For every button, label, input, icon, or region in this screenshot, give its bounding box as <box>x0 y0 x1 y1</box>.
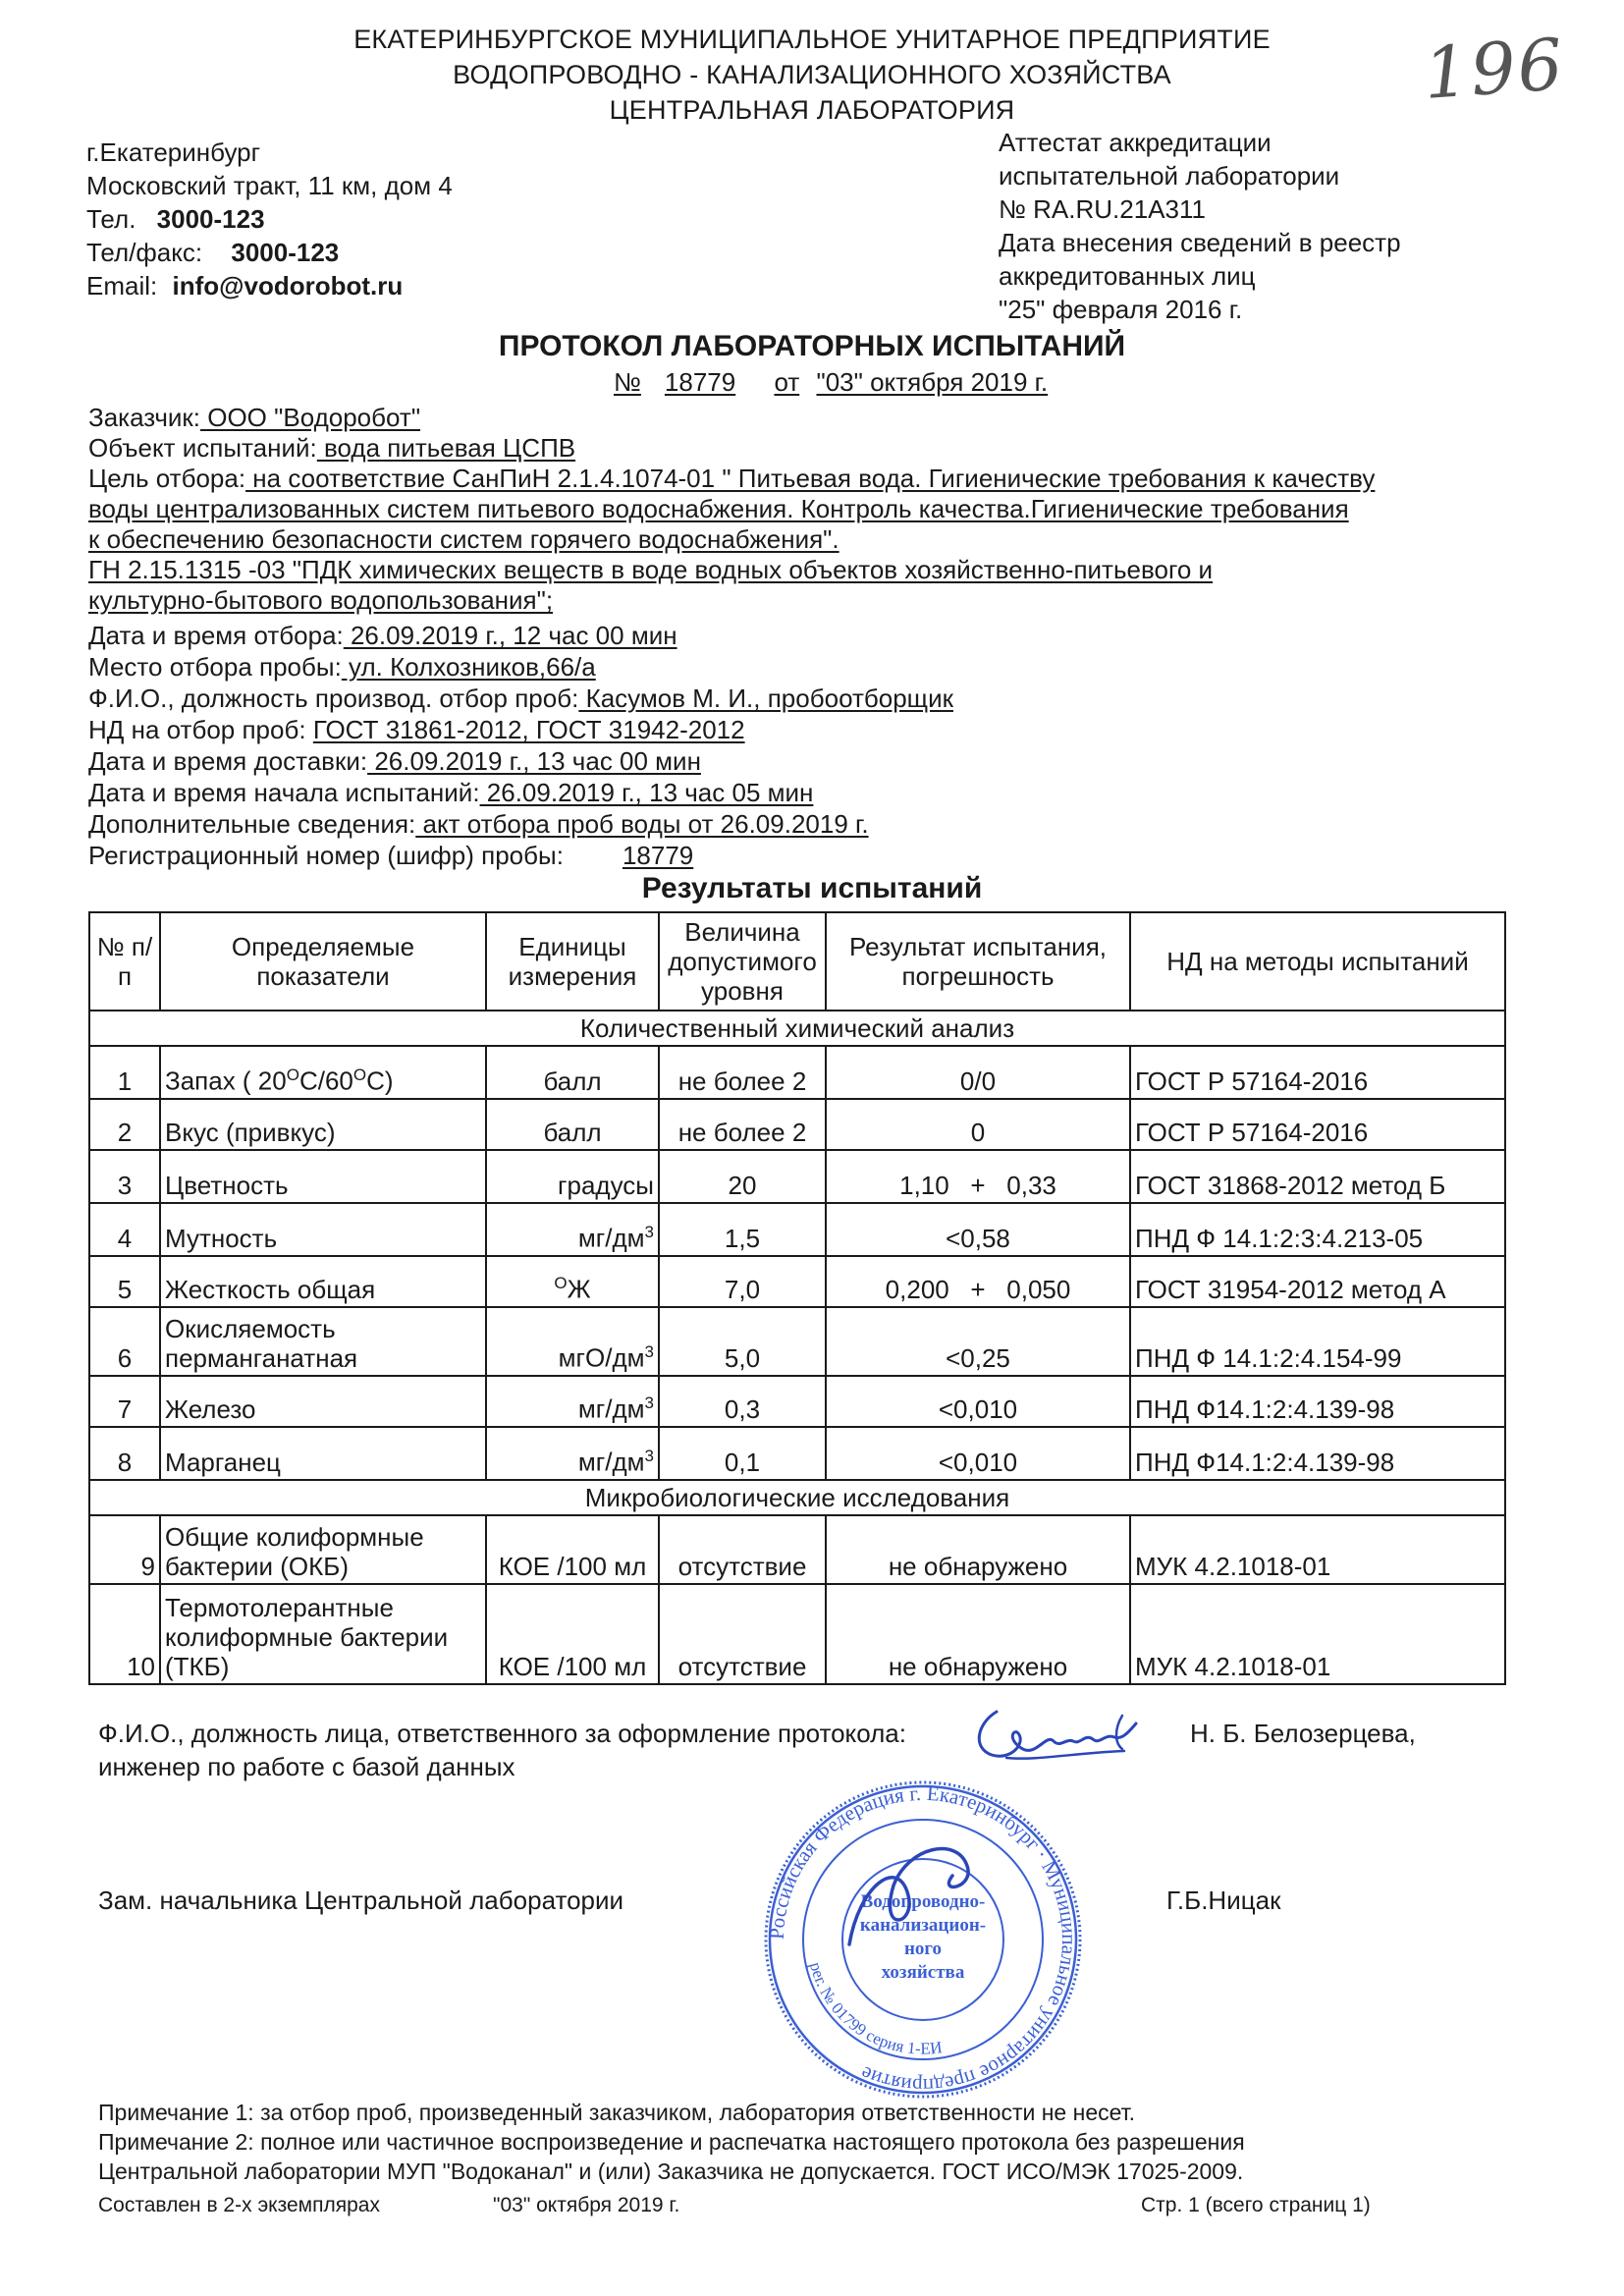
email-label: Email: <box>86 271 158 301</box>
row-limit: 20 <box>659 1150 826 1203</box>
table-row <box>89 1150 1505 1203</box>
fax-label: Тел/факс: <box>86 238 203 267</box>
object-line <box>88 431 575 465</box>
protocol-number: 18779 <box>664 367 736 397</box>
section-chemical: Количественный химический анализ <box>89 1011 1505 1046</box>
stamp-inner-line1: Водопроводно- <box>860 1891 986 1912</box>
note-2-line1: Примечание 2: полное или частичное воспроизведение и распечатка настоящего протокола без разрешения <box>98 2129 1245 2155</box>
row-num: 7 <box>89 1376 160 1427</box>
protocol-title: ПРОТОКОЛ ЛАБОРАТОРНЫХ ИСПЫТАНИЙ <box>498 330 1126 362</box>
row-param: Мутность <box>160 1203 486 1256</box>
row-param: Цветность <box>160 1150 486 1203</box>
row-unit: $^О$Ж <box>486 1256 659 1307</box>
row-method: МУК 4.2.1018-01 <box>1130 1515 1505 1584</box>
table-row <box>89 1515 1505 1584</box>
row-result: 0 <box>826 1099 1130 1150</box>
test-start-value: 26.09.2019 г., 13 час 05 мин <box>479 778 814 807</box>
table-row <box>89 1307 1505 1376</box>
row-limit: 1,5 <box>659 1203 826 1256</box>
row-method: ГОСТ 31954-2012 метод А <box>1130 1256 1505 1307</box>
row-unit: $мг/дм^3$ <box>486 1427 659 1480</box>
footer-copies: Составлен в 2-х экземплярах <box>98 2194 380 2216</box>
test-start-line <box>88 776 813 809</box>
row-param: Термотолерантные колиформные бактерии (ТКБ) <box>160 1584 486 1684</box>
purpose-text-4: ГН 2.15.1315 -03 "ПДК химических веществ в воде водных объектов хозяйственно-питьевого и <box>88 555 1214 584</box>
row-unit: мгО/$дм^3$ <box>486 1307 659 1376</box>
row-unit: градусы <box>486 1150 659 1203</box>
footer-page: Стр. 1 (всего страниц 1) <box>1141 2194 1371 2216</box>
row-unit: КОЕ /100 мл <box>486 1515 659 1584</box>
row-limit: 0,1 <box>659 1427 826 1480</box>
section-row-micro <box>89 1480 1505 1515</box>
object-value: вода питьевая ЦСПВ <box>316 433 576 463</box>
delivery-value: 26.09.2019 г., 13 час 00 мин <box>367 746 701 776</box>
row-limit: не более 2 <box>659 1046 826 1099</box>
row-unit: балл <box>486 1046 659 1099</box>
protocol-number-line <box>614 365 1048 399</box>
table-row <box>89 1046 1505 1099</box>
accreditation-line4: Дата внесения сведений в реестр <box>999 228 1401 257</box>
accreditation-line2: испытательной лаборатории <box>999 161 1340 191</box>
row-result: <0,58 <box>826 1203 1130 1256</box>
row-method: МУК 4.2.1018-01 <box>1130 1584 1505 1684</box>
row-unit: $мг/дм^3$ <box>486 1203 659 1256</box>
table-row <box>89 1203 1505 1256</box>
row-num: 5 <box>89 1256 160 1307</box>
row-result: 0,200 + 0,050 <box>826 1256 1130 1307</box>
section-row-chemical <box>89 1011 1505 1046</box>
responsible-label-line2: инженер по работе с базой данных <box>98 1752 515 1781</box>
accreditation-number: № RA.RU.21A311 <box>999 194 1206 224</box>
row-result: 1,10 + 0,33 <box>826 1150 1130 1203</box>
row-limit: 5,0 <box>659 1307 826 1376</box>
row-param: Окисляемость перманганатная <box>160 1307 486 1376</box>
place-label: Место отбора пробы: <box>88 652 342 682</box>
sampler-line <box>88 682 953 715</box>
extra-info-label: Дополнительные сведения: <box>88 809 416 839</box>
reg-number-line <box>88 839 693 872</box>
row-limit: 0,3 <box>659 1376 826 1427</box>
handwritten-page-number: 196 <box>1421 23 1568 115</box>
responsible-label-line1: Ф.И.О., должность лица, ответственного за оформление протокола: <box>98 1719 906 1748</box>
col-method-header: НД на методы испытаний <box>1130 912 1505 1011</box>
purpose-label: Цель отбора: <box>88 464 246 493</box>
table-row <box>89 1376 1505 1427</box>
row-limit: не более 2 <box>659 1099 826 1150</box>
row-num: 6 <box>89 1307 160 1376</box>
table-row <box>89 1427 1505 1480</box>
stamp-bottom-text: рег. № 01799 серия 1-ЕИ <box>806 1960 944 2058</box>
org-name-line3: ЦЕНТРАЛЬНАЯ ЛАБОРАТОРИЯ <box>609 95 1015 125</box>
email-value: info@vodorobot.ru <box>172 271 404 301</box>
row-result: 0/0 <box>826 1046 1130 1099</box>
place-line <box>88 650 596 683</box>
delivery-line <box>88 744 701 778</box>
contact-tel <box>86 202 265 236</box>
stamp-outer-text: Российская Федерация г. Екатеринбург · Муниципальное унитарное предприятие <box>764 1780 1082 2099</box>
sampling-datetime-label: Дата и время отбора: <box>88 621 344 650</box>
extra-info-line <box>88 807 869 841</box>
row-method: ГОСТ 31868-2012 метод Б <box>1130 1150 1505 1203</box>
accreditation-date: "25" февраля 2016 г. <box>999 295 1243 324</box>
col-limit-header: Величина допустимого уровня <box>659 912 826 1011</box>
org-name-line2: ВОДОПРОВОДНО - КАНАЛИЗАЦИОННОГО ХОЗЯЙСТВА <box>453 60 1171 89</box>
purpose-line1 <box>88 462 1375 495</box>
contact-fax <box>86 236 339 269</box>
row-result: не обнаружено <box>826 1515 1130 1584</box>
row-param: Общие колиформные бактерии (ОКБ) <box>160 1515 486 1584</box>
table-row <box>89 1099 1505 1150</box>
row-result: <0,010 <box>826 1427 1130 1480</box>
place-value: ул. Колхозников,66/а <box>341 652 596 682</box>
row-method: ПНД Ф14.1:2:4.139-98 <box>1130 1427 1505 1480</box>
results-table <box>88 911 1506 1685</box>
extra-info-value: акт отбора проб воды от 26.09.2019 г. <box>415 809 869 839</box>
table-row <box>89 1256 1505 1307</box>
tel-value: 3000-123 <box>156 204 265 234</box>
row-num: 10 <box>89 1584 160 1684</box>
row-method: ПНД Ф 14.1:2:4.154-99 <box>1130 1307 1505 1376</box>
table-header-row <box>89 912 1505 1011</box>
deputy-label: Зам. начальника Центральной лаборатории <box>98 1886 624 1915</box>
deputy-name: Г.Б.Ницак <box>1166 1886 1281 1915</box>
nd-sampling-label: НД на отбор проб: <box>88 715 313 744</box>
row-num: 8 <box>89 1427 160 1480</box>
customer-line <box>88 401 420 434</box>
customer-value: ООО "Водоробот" <box>200 403 421 432</box>
contact-email <box>86 269 403 302</box>
protocol-number-label: № <box>614 367 641 397</box>
purpose-text-1: на соответствие СанПиН 2.1.4.1074-01 " Питьевая вода. Гигиенические требования к качеству <box>245 464 1376 493</box>
row-result: не обнаружено <box>826 1584 1130 1684</box>
responsible-name: Н. Б. Белозерцева, <box>1190 1719 1416 1748</box>
row-unit: КОЕ /100 мл <box>486 1584 659 1684</box>
row-num: 4 <box>89 1203 160 1256</box>
footer-date: "03" октября 2019 г. <box>493 2194 680 2216</box>
object-label: Объект испытаний: <box>88 433 317 463</box>
official-stamp <box>761 1777 1085 2102</box>
note-2-line2: Центральной лаборатории МУП "Водоканал" и (или) Заказчика не допускается. ГОСТ ИСО/МЭК 17025-2009. <box>98 2159 1244 2184</box>
responsible-signature <box>967 1704 1144 1773</box>
col-param-header: Определяемые показатели <box>160 912 486 1011</box>
results-title: Результаты испытаний <box>641 872 983 904</box>
row-limit: отсутствие <box>659 1515 826 1584</box>
purpose-text-3: к обеспечению безопасности систем горячего водоснабжения". <box>88 524 839 554</box>
row-num: 3 <box>89 1150 160 1203</box>
row-param: Запах ( $20^ОС/60^ОС$) <box>160 1046 486 1099</box>
sampler-value: Касумов М. И., пробоотборщик <box>578 683 953 713</box>
accreditation-line1: Аттестат аккредитации <box>999 128 1272 157</box>
row-limit: отсутствие <box>659 1584 826 1684</box>
row-result: <0,010 <box>826 1376 1130 1427</box>
row-method: ГОСТ Р 57164-2016 <box>1130 1099 1505 1150</box>
row-limit: 7,0 <box>659 1256 826 1307</box>
contact-address: Московский тракт, 11 км, дом 4 <box>86 171 453 200</box>
row-param: Марганец <box>160 1427 486 1480</box>
stamp-inner-line4: хозяйства <box>881 1962 965 1983</box>
stamp-inner-line2: канализацион- <box>859 1915 987 1936</box>
reg-number-value: 18779 <box>622 841 694 870</box>
sampler-label: Ф.И.О., должность производ. отбор проб: <box>88 683 579 713</box>
purpose-text-2: воды централизованных систем питьевого водоснабжения. Контроль качества.Гигиенические требования <box>88 494 1349 523</box>
row-param: Железо <box>160 1376 486 1427</box>
accreditation-line5: аккредитованных лиц <box>999 261 1256 291</box>
row-method: ПНД Ф14.1:2:4.139-98 <box>1130 1376 1505 1427</box>
reg-number-label: Регистрационный номер (шифр) пробы: <box>88 841 564 870</box>
row-unit: балл <box>486 1099 659 1150</box>
row-unit: $мг/дм^3$ <box>486 1376 659 1427</box>
row-param: Вкус (привкус) <box>160 1099 486 1150</box>
row-num: 1 <box>89 1046 160 1099</box>
col-result-header: Результат испытания, погрешность <box>826 912 1130 1011</box>
row-num: 2 <box>89 1099 160 1150</box>
row-method: ПНД Ф 14.1:2:3:4.213-05 <box>1130 1203 1505 1256</box>
protocol-date: "03" октября 2019 г. <box>816 367 1049 397</box>
row-method: ГОСТ Р 57164-2016 <box>1130 1046 1505 1099</box>
tel-label: Тел. <box>86 204 136 234</box>
col-unit-header: Единицы измерения <box>486 912 659 1011</box>
sampling-datetime-value: 26.09.2019 г., 12 час 00 мин <box>343 621 677 650</box>
row-param: Жесткость общая <box>160 1256 486 1307</box>
customer-label: Заказчик: <box>88 403 201 432</box>
test-start-label: Дата и время начала испытаний: <box>88 778 480 807</box>
nd-sampling-line <box>88 713 745 746</box>
delivery-label: Дата и время доставки: <box>88 746 368 776</box>
row-result: <0,25 <box>826 1307 1130 1376</box>
table-row <box>89 1584 1505 1684</box>
fax-value: 3000-123 <box>231 238 340 267</box>
stamp-inner-line3: ного <box>903 1939 943 1959</box>
col-num-header: № п/п <box>89 912 160 1011</box>
sampling-datetime-line <box>88 619 677 652</box>
org-name-line1: ЕКАТЕРИНБУРГСКОЕ МУНИЦИПАЛЬНОЕ УНИТАРНОЕ ПРЕДПРИЯТИЕ <box>353 25 1271 54</box>
purpose-text-5: культурно-бытового водопользования"; <box>88 585 554 615</box>
contact-city: г.Екатеринбург <box>86 137 261 167</box>
row-num: 9 <box>89 1515 160 1584</box>
nd-sampling-value: ГОСТ 31861-2012, ГОСТ 31942-2012 <box>312 715 745 744</box>
note-1: Примечание 1: за отбор проб, произведенный заказчиком, лаборатория ответственности не несет. <box>98 2100 1136 2125</box>
protocol-date-label: от <box>774 367 800 397</box>
section-microbiology: Микробиологические исследования <box>89 1480 1505 1515</box>
